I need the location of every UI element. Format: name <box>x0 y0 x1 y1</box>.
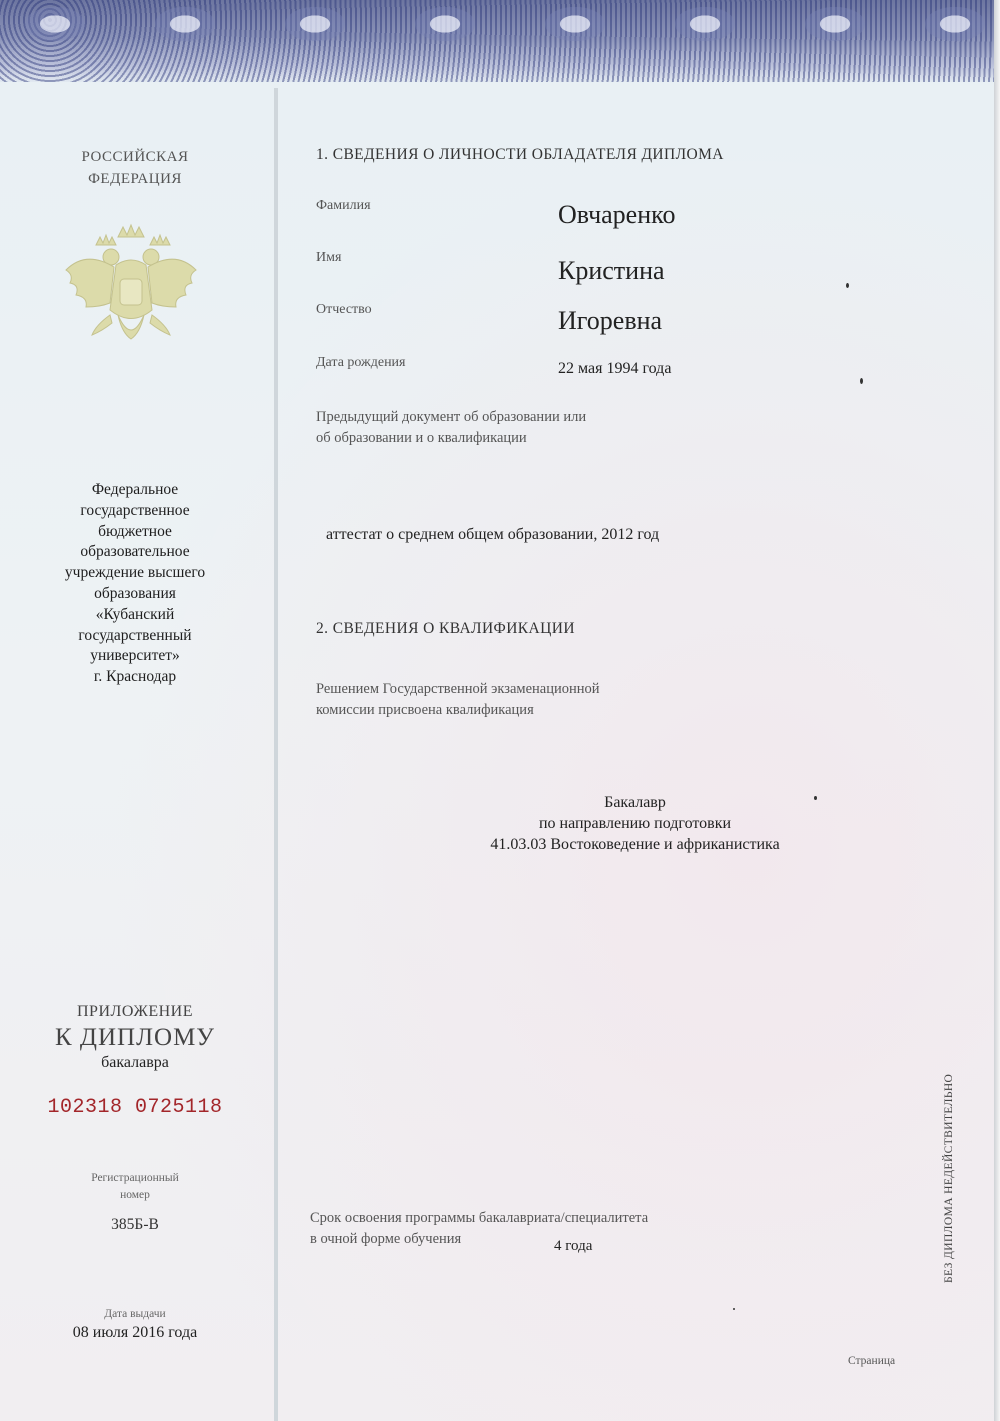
qualification-decision-label <box>316 679 600 721</box>
qualification-value <box>440 792 830 855</box>
country-line-2: ФЕДЕРАЦИЯ <box>88 171 182 187</box>
institution-name <box>0 480 270 688</box>
institution-line: государственный <box>78 626 192 644</box>
column-divider <box>274 88 278 1421</box>
invalid-without-diploma-note: БЕЗ ДИПЛОМА НЕДЕЙСТВИТЕЛЬНО <box>943 1073 955 1283</box>
left-column <box>0 0 274 1421</box>
page-label: Страница <box>848 1355 896 1367</box>
appendix-title <box>0 1001 270 1073</box>
name-label: Имя <box>316 250 342 265</box>
birth-date-label: Дата рождения <box>316 355 406 370</box>
speck <box>733 1308 735 1310</box>
institution-line: «Кубанский <box>95 605 175 623</box>
institution-city: г. Краснодар <box>93 668 177 686</box>
country-name <box>0 146 270 190</box>
appendix-line-1: ПРИЛОЖЕНИЕ <box>76 1003 193 1020</box>
speck <box>814 796 817 800</box>
country-line-1: РОССИЙСКАЯ <box>81 149 189 165</box>
qualification-decision-line-2: комиссии присвоена квалификация <box>316 702 534 718</box>
institution-line: образовательное <box>80 543 190 561</box>
study-term-value: 4 года <box>554 1238 593 1254</box>
patronymic-value: Игоревна <box>558 306 663 335</box>
previous-document-label <box>316 407 586 449</box>
appendix-line-3: бакалавра <box>101 1054 169 1071</box>
previous-document-label-line-1: Предыдущий документ об образовании или <box>316 409 587 425</box>
birth-date-value: 22 мая 1994 года <box>558 360 672 377</box>
previous-document-label-line-2: об образовании и о квалификации <box>316 430 527 446</box>
institution-line: образования <box>94 584 176 602</box>
issue-date: 08 июля 2016 года <box>72 1324 198 1341</box>
study-term-label <box>310 1208 648 1250</box>
surname-label: Фамилия <box>316 198 371 213</box>
institution-line: учреждение высшего <box>64 564 206 582</box>
qualification-decision-line-1: Решением Государственной экзаменационной <box>316 681 600 697</box>
registration-label-line-2: номер <box>120 1189 150 1201</box>
qualification-direction-label: по направлению подготовки <box>538 815 732 832</box>
appendix-line-2: К ДИПЛОМУ <box>54 1024 216 1051</box>
study-term-line-1: Срок освоения программы бакалавриата/специалитета <box>310 1210 649 1226</box>
qualification-direction: 41.03.03 Востоковедение и африканистика <box>490 836 780 853</box>
name-value: Кристина <box>558 256 665 285</box>
speck <box>860 378 863 384</box>
section-2-title: 2. СВЕДЕНИЯ О КВАЛИФИКАЦИИ <box>316 620 575 637</box>
study-term-line-2: в очной форме обучения <box>310 1231 462 1247</box>
serial-number: 102318 0725118 <box>47 1096 223 1119</box>
coat-of-arms-emblem <box>56 215 206 365</box>
patronymic-label: Отчество <box>316 302 372 317</box>
surname-value: Овчаренко <box>558 200 676 229</box>
institution-line: университет» <box>90 647 180 665</box>
issue-date-label: Дата выдачи <box>104 1308 166 1320</box>
institution-line: бюджетное <box>98 522 172 540</box>
registration-number: 385Б-В <box>111 1216 159 1233</box>
qualification-degree: Бакалавр <box>604 794 666 811</box>
institution-line: государственное <box>80 501 190 519</box>
institution-line: Федеральное <box>91 481 179 498</box>
section-1-title: 1. СВЕДЕНИЯ О ЛИЧНОСТИ ОБЛАДАТЕЛЯ ДИПЛОМА <box>316 146 724 163</box>
previous-document-value: аттестат о среднем общем образовании, 2012 год <box>326 526 660 543</box>
speck <box>846 283 849 288</box>
registration-label <box>0 1170 270 1204</box>
registration-label-line-1: Регистрационный <box>91 1172 179 1184</box>
page-edge <box>994 0 1000 1421</box>
